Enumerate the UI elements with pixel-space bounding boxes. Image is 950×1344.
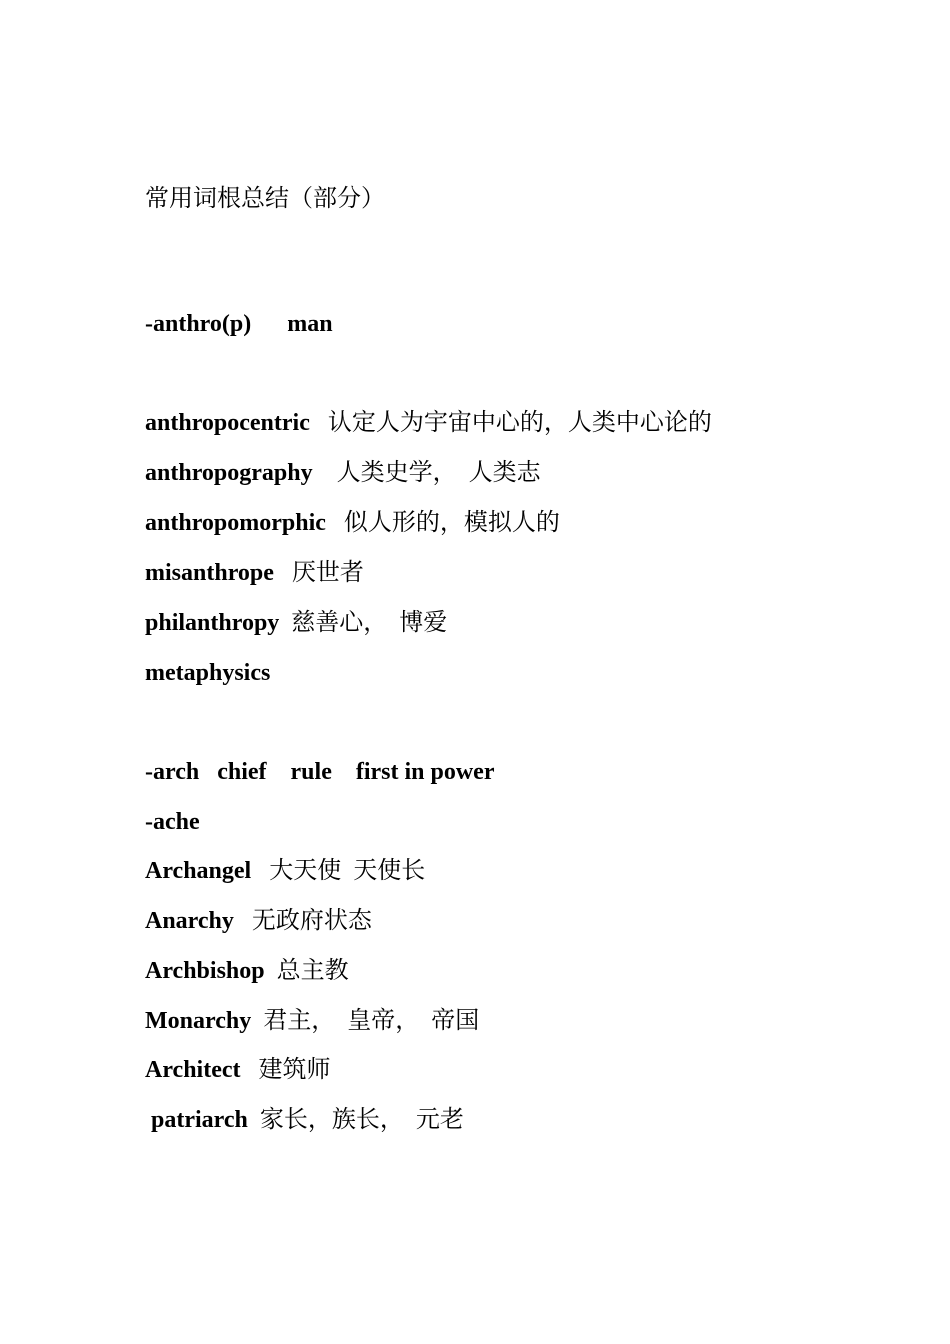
entry-patriarch [145,1105,464,1135]
entry-word: metaphysics [145,660,271,686]
entry-archangel [145,856,425,886]
section-header-arch: -arch chief rule first in power [145,759,495,785]
entry-meaning: 君主， 皇帝， 帝国 [251,1008,480,1034]
section-subheader-ache: -ache [145,809,200,835]
entry-word: Archangel [145,858,252,884]
entry-meaning: 大天使 天使长 [251,858,426,884]
entry-meaning: 建筑师 [240,1057,331,1083]
entry-meaning: 似人形的，模拟人的 [325,510,560,536]
entry-meaning: 家长，族长， 元老 [247,1107,464,1133]
entry-meaning: 认定人为宇宙中心的，人类中心论的 [309,410,712,436]
entry-monarchy [145,1006,479,1036]
entry-anthropocentric [145,408,712,438]
entry-word: anthropography [145,460,313,486]
entry-misanthrope [145,558,364,588]
entry-anthropography [145,458,541,488]
entry-architect [145,1055,331,1085]
entry-philanthropy [145,608,447,638]
entry-word: Archbishop [145,958,265,984]
entry-word: Architect [145,1057,241,1083]
entry-word: philanthropy [145,610,280,636]
section-header-anthro: -anthro(p) man [145,311,333,337]
entry-word: Monarchy [145,1008,252,1034]
entry-word: patriarch [145,1107,248,1133]
entry-meaning: 人类史学， 人类志 [312,460,541,486]
entry-archbishop [145,956,349,986]
entry-meaning: 总主教 [264,958,349,984]
entry-anthropomorphic [145,508,560,538]
entry-meaning: 厌世者 [273,560,364,586]
entry-word: Anarchy [145,908,234,934]
entry-meaning: 无政府状态 [233,908,372,934]
entry-word: misanthrope [145,560,274,586]
entry-word: anthropomorphic [145,510,326,536]
document-title: 常用词根总结（部分） [145,186,385,212]
entry-meaning: 慈善心， 博爱 [279,610,448,636]
entry-anarchy [145,906,372,936]
entry-word: anthropocentric [145,410,310,436]
entry-metaphysics [145,658,270,688]
